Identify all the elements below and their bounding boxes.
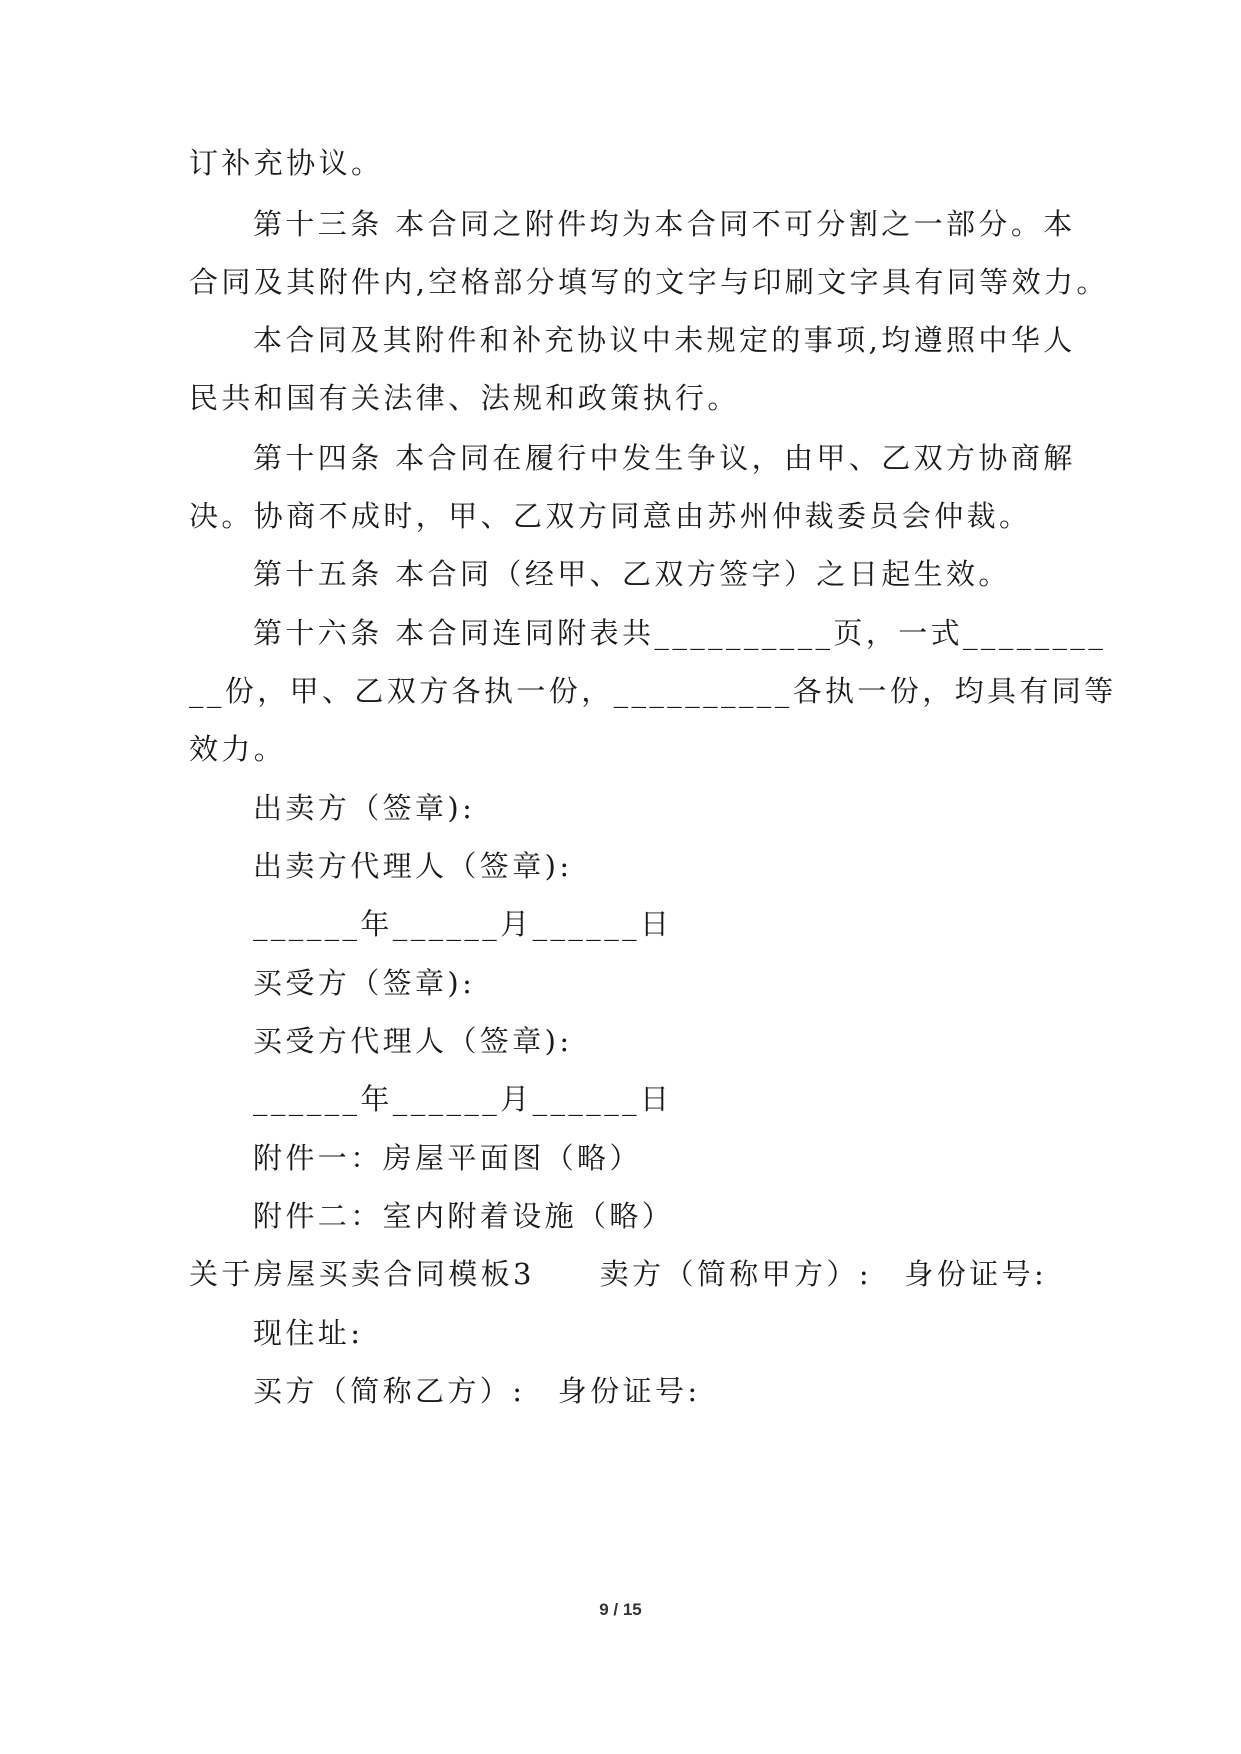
section-title-line: 关于房屋买卖合同模板3 卖方（简称甲方）: 身份证号: bbox=[189, 1257, 1048, 1291]
address-label: 现住址: bbox=[253, 1316, 364, 1350]
paragraph-line: 效力。 bbox=[189, 732, 287, 766]
buyer-date-line: ______年______月______日 bbox=[253, 1082, 673, 1116]
paragraph-line: 合同及其附件内,空格部分填写的文字与印刷文字具有同等效力。 bbox=[189, 265, 1109, 299]
attachment-line: 附件一：房屋平面图（略） bbox=[253, 1141, 642, 1175]
paragraph-line: 决。协商不成时，甲、乙双方同意由苏州仲裁委员会仲裁。 bbox=[189, 499, 1032, 533]
paragraph-line: 第十五条 本合同（经甲、乙双方签字）之日起生效。 bbox=[253, 557, 1011, 591]
buyer-label-line: 买方（简称乙方）: 身份证号: bbox=[253, 1374, 701, 1408]
paragraph-line: 第十六条 本合同连同附表共__________页，一式________ bbox=[253, 616, 1107, 650]
paragraph-line: 本合同及其附件和补充协议中未规定的事项,均遵照中华人 bbox=[253, 323, 1076, 357]
page-number: 9 / 15 bbox=[599, 1600, 642, 1619]
attachment-line: 附件二：室内附着设施（略） bbox=[253, 1199, 675, 1233]
buyer-signature-label: 买受方（签章): bbox=[253, 966, 476, 1000]
seller-date-line: ______年______月______日 bbox=[253, 907, 673, 941]
paragraph-line: 第十四条 本合同在履行中发生争议，由甲、乙双方协商解 bbox=[253, 441, 1076, 475]
paragraph-line: __份，甲、乙双方各执一份，__________各执一份，均具有同等 bbox=[189, 674, 1117, 708]
paragraph-line: 民共和国有关法律、法规和政策执行。 bbox=[189, 381, 740, 415]
seller-signature-label: 出卖方（签章): bbox=[253, 791, 476, 825]
paragraph-line: 第十三条 本合同之附件均为本合同不可分割之一部分。本 bbox=[253, 207, 1076, 241]
paragraph-line: 订补充协议。 bbox=[189, 146, 384, 180]
seller-agent-signature-label: 出卖方代理人（签章): bbox=[253, 849, 573, 883]
buyer-agent-signature-label: 买受方代理人（签章): bbox=[253, 1024, 573, 1058]
